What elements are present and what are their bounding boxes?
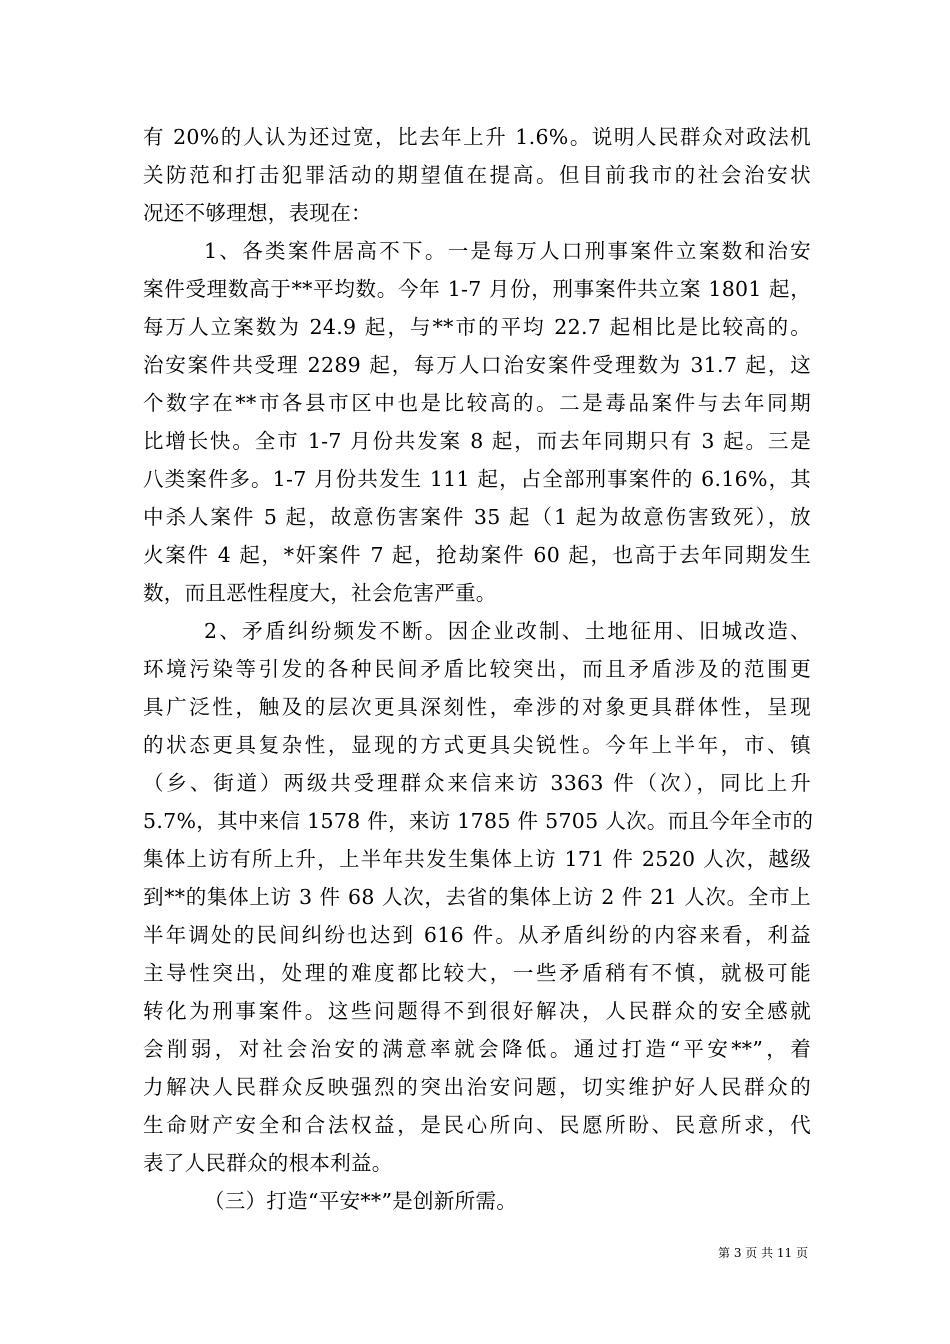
text-line: 力解决人民群众反映强烈的突出治安问题，切实维护好人民群众的 [143,1075,811,1099]
text-line: 中杀人案件 5 起，故意伤害案件 35 起（1 起为故意伤害致死），放 [143,505,811,529]
text-line: 案件受理数高于**平均数。今年 1-7 月份，刑事案件共立案 1801 起， [143,277,811,301]
text-line: 数，而且恶性程度大，社会危害严重。 [143,581,497,605]
text-line: 个数字在**市各县市区中也是比较高的。二是毒品案件与去年同期 [143,391,811,415]
text-line: 5.7%，其中来信 1578 件，来访 1785 件 5705 人次。而且今年全市的 [143,809,814,833]
text-line: 2、矛盾纠纷频发不断。因企业改制、土地征用、旧城改造、 [204,619,811,643]
text-line: 有 20%的人认为还过宽，比去年上升 1.6%。说明人民群众对政法机 [143,125,811,149]
text-line: 的状态更具复杂性，显现的方式更具尖锐性。今年上半年，市、镇 [143,733,811,757]
text-line: 比增长快。全市 1-7 月份共发案 8 起，而去年同期只有 3 起。三是 [143,429,811,453]
text-line: 关防范和打击犯罪活动的期望值在提高。但目前我市的社会治安状 [143,163,811,187]
body-text [143,118,814,1220]
text-line: 会削弱，对社会治安的满意率就会降低。通过打造“平安**”，着 [143,1037,811,1061]
text-line: 1、各类案件居高不下。一是每万人口刑事案件立案数和治安 [204,239,811,263]
section-heading: （三）打造“平安**”是创新所需。 [204,1189,518,1213]
text-line: 火案件 4 起，*奸案件 7 起，抢劫案件 60 起，也高于去年同期发生 [143,543,811,567]
text-line: 生命财产安全和合法权益，是民心所向、民愿所盼、民意所求，代 [143,1113,811,1137]
text-line: 集体上访有所上升，上半年共发生集体上访 171 件 2520 人次，越级 [143,847,811,871]
text-line: 环境污染等引发的各种民间矛盾比较突出，而且矛盾涉及的范围更 [143,657,811,681]
text-line: 八类案件多。1-7 月份共发生 111 起，占全部刑事案件的 6.16%，其 [143,467,811,491]
text-line: 到**的集体上访 3 件 68 人次，去省的集体上访 2 件 21 人次。全市上 [143,885,811,909]
text-line: 转化为刑事案件。这些问题得不到很好解决，人民群众的安全感就 [143,999,811,1023]
text-line: 主导性突出，处理的难度都比较大，一些矛盾稍有不慎，就极可能 [143,961,811,985]
text-line: 半年调处的民间纠纷也达到 616 件。从矛盾纠纷的内容来看，利益 [143,923,811,947]
text-line: 每万人立案数为 24.9 起，与**市的平均 22.7 起相比是比较高的。 [143,315,811,339]
text-line: 治安案件共受理 2289 起，每万人口治安案件受理数为 31.7 起，这 [143,353,811,377]
text-line: 具广泛性，触及的层次更具深刻性，牵涉的对象更具群体性，呈现 [143,695,811,719]
text-line: 况还不够理想，表现在： [143,201,372,225]
text-line: 表了人民群众的根本利益。 [143,1151,393,1175]
text-line: （乡、街道）两级共受理群众来信来访 3363 件（次），同比上升 [143,771,811,795]
page-number-footer: 第 3 页 共 11 页 [718,1246,808,1260]
